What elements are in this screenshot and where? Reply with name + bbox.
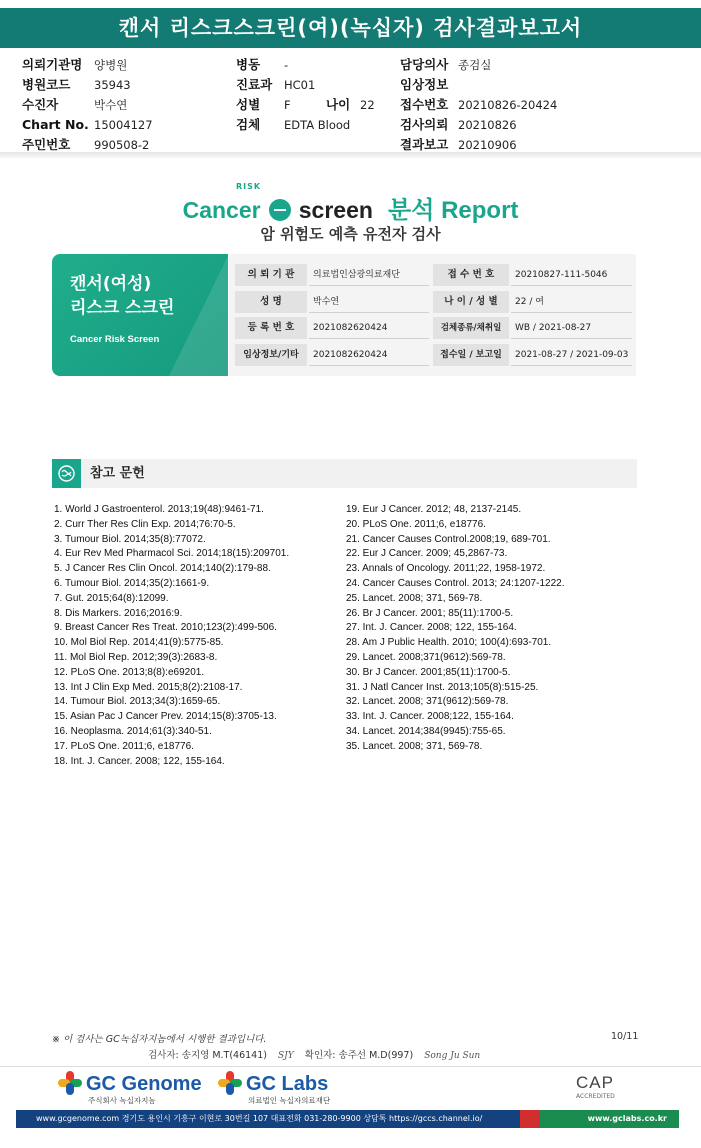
header-value: EDTA Blood <box>284 118 351 132</box>
info-row <box>235 291 632 313</box>
logo-cancer-text: Cancer <box>182 197 261 223</box>
header-key: 검사의뢰 <box>400 117 449 132</box>
reference-item: 23. Annals of Oncology. 2011;22, 1958-1972. <box>346 563 546 575</box>
header-key: 주민번호 <box>22 137 71 152</box>
header-field <box>22 75 153 95</box>
reference-item: 2. Curr Ther Res Clin Exp. 2014;76:70-5. <box>54 518 236 530</box>
header-key: Chart No. <box>22 117 89 132</box>
reference-item: 22. Eur J Cancer. 2009; 45,2867-73. <box>346 548 508 560</box>
reference-item: 6. Tumour Biol. 2014;35(2):1661-9. <box>54 577 210 589</box>
info-value: 2021082620424 <box>309 344 429 366</box>
cap-accredited-logo <box>576 1073 615 1100</box>
header-key: 병원코드 <box>22 77 71 92</box>
examiner-signature: SJY <box>278 1051 294 1061</box>
gc-genome-subtitle: 주식회사 녹십자지놈 <box>88 1096 156 1105</box>
references-header <box>52 459 637 488</box>
info-key: 접 수 번 호 <box>433 264 509 286</box>
age-value: 22 <box>360 98 375 112</box>
brand-logos <box>0 1066 701 1108</box>
footer-contact: www.gcgenome.com 경기도 용인시 기흥구 이현로 30번길 107 대표전화 031-280-9900 상담톡 https://gccs.channel.io/ <box>36 1114 483 1123</box>
gc-genome-logo <box>58 1071 202 1106</box>
reference-item: 26. Br J Cancer. 2001; 85(11):1700-5. <box>346 607 514 619</box>
header-col-2 <box>236 55 375 135</box>
reference-item: 30. Br J Cancer. 2001;85(11):1700-5. <box>346 666 511 678</box>
header-value: 990508-2 <box>94 138 150 152</box>
gc-labs-name: GC Labs <box>246 1073 329 1095</box>
logo-screen-text: screen <box>298 197 373 223</box>
page-number: 10/11 <box>611 1031 639 1042</box>
reference-item: 34. Lancet. 2014;384(9945):755-65. <box>346 725 506 737</box>
reference-item: 31. J Natl Cancer Inst. 2013;105(8):515-25. <box>346 681 539 693</box>
card-line-1: 캔서(여성) <box>70 274 152 294</box>
header-field <box>400 75 557 95</box>
confirmer-name: 송주선 M.D(997) <box>338 1050 414 1061</box>
header-value: 20210826 <box>458 118 517 132</box>
gc-genome-name: GC Genome <box>86 1073 202 1095</box>
references-title: 참고 문헌 <box>90 466 145 481</box>
reference-item: 29. Lancet. 2008;371(9612):569-78. <box>346 651 506 663</box>
info-key: 의 뢰 기 관 <box>235 264 307 286</box>
reference-item: 32. Lancet. 2008; 371(9612):569-78. <box>346 696 509 708</box>
header-value: 15004127 <box>94 118 153 132</box>
header-value: 35943 <box>94 78 131 92</box>
reference-item: 18. Int. J. Cancer. 2008; 122, 155-164. <box>54 755 225 767</box>
reference-item: 4. Eur Rev Med Pharmacol Sci. 2014;18(15):209701. <box>54 548 290 560</box>
reference-item: 15. Asian Pac J Cancer Prev. 2014;15(8):3705-13. <box>54 711 277 723</box>
reference-item: 5. J Cancer Res Clin Oncol. 2014;140(2):179-88. <box>54 563 271 575</box>
header-value: 종검실 <box>458 58 492 72</box>
header-col-1 <box>22 55 153 155</box>
header-key: 수진자 <box>22 97 59 112</box>
reference-item: 17. PLoS One. 2011;6, e18776. <box>54 740 194 752</box>
gc-labs-subtitle: 의료법인 녹십자의료재단 <box>248 1096 331 1105</box>
header-field <box>22 115 153 135</box>
footer-note: ※ 이 검사는 GC녹십자지놈에서 시행한 결과입니다. <box>52 1034 267 1045</box>
header-field <box>400 55 557 75</box>
header-value: - <box>284 58 289 72</box>
info-key: 임상정보/기타 <box>235 344 307 366</box>
reference-item: 21. Cancer Causes Control.2008;19, 689-701. <box>346 533 551 545</box>
brain-icon <box>52 459 81 488</box>
header-value: 양병원 <box>94 58 128 72</box>
reference-item: 13. Int J Clin Exp Med. 2015;8(2):2108-17. <box>54 681 243 693</box>
cap-text: CAP <box>576 1073 614 1092</box>
info-key: 나 이 / 성 별 <box>433 291 509 313</box>
header-value: 20210826-20424 <box>458 98 558 112</box>
info-value: 2021-08-27 / 2021-09-03 <box>511 344 632 366</box>
info-value: WB / 2021-08-27 <box>511 317 632 339</box>
examiner-label: 검사자: <box>148 1050 179 1061</box>
header-value: 20210906 <box>458 138 517 152</box>
info-row <box>235 317 632 339</box>
header-field <box>400 95 557 115</box>
signers-line <box>148 1047 488 1061</box>
reference-item: 10. Mol Biol Rep. 2014;41(9):5775-85. <box>54 637 224 649</box>
reference-item: 16. Neoplasma. 2014;61(3):340-51. <box>54 725 212 737</box>
header-col-3 <box>400 55 557 155</box>
reference-item: 28. Am J Public Health. 2010; 100(4):693-701. <box>346 637 552 649</box>
header-divider <box>0 152 701 158</box>
info-key: 등 록 번 호 <box>235 317 307 339</box>
gc-cross-icon <box>218 1071 242 1095</box>
info-row <box>235 344 632 366</box>
header-value: HC01 <box>284 78 316 92</box>
logo-mark-icon <box>269 199 291 221</box>
cap-subtext: ACCREDITED <box>576 1093 615 1100</box>
info-key: 성 명 <box>235 291 307 313</box>
header-field <box>22 95 153 115</box>
info-key: 접수일 / 보고일 <box>433 344 509 366</box>
reference-item: 33. Int. J. Cancer. 2008;122, 155-164. <box>346 711 514 723</box>
confirmer-signature: Song Ju Sun <box>424 1051 481 1061</box>
info-value: 박수연 <box>309 291 429 313</box>
info-row <box>235 264 632 286</box>
header-key: 결과보고 <box>400 137 449 152</box>
header-key: 검체 <box>236 117 261 132</box>
product-card <box>52 254 228 376</box>
reference-item: 8. Dis Markers. 2016;2016:9. <box>54 607 183 619</box>
header-key: 임상정보 <box>400 77 449 92</box>
reference-item: 7. Gut. 2015;64(8):12099. <box>54 592 169 604</box>
report-subtitle: 암 위험도 예측 유전자 검사 <box>260 225 441 243</box>
report-title: 캔서 리스크스크린(여)(녹십자) 검사결과보고서 <box>0 8 701 48</box>
references-left-column <box>54 503 289 769</box>
reference-item: 14. Tumour Biol. 2013;34(3):1659-65. <box>54 696 221 708</box>
header-field <box>22 55 153 75</box>
reference-item: 27. Int. J. Cancer. 2008; 122, 155-164. <box>346 622 517 634</box>
card-line-3: Cancer Risk Screen <box>70 334 160 345</box>
gc-cross-icon <box>58 1071 82 1095</box>
header-field <box>400 115 557 135</box>
header-key: 담당의사 <box>400 57 449 72</box>
reference-item: 12. PLoS One. 2013;8(8):e69201. <box>54 666 205 678</box>
header-value: 박수연 <box>94 98 128 112</box>
reference-item: 25. Lancet. 2008; 371, 569-78. <box>346 592 483 604</box>
reference-item: 11. Mol Biol Rep. 2012;39(3):2683-8. <box>54 651 218 663</box>
footer-website-link[interactable]: www.gclabs.co.kr <box>587 1114 667 1123</box>
header-field <box>236 115 375 135</box>
reference-item: 1. World J Gastroenterol. 2013;19(48):9461-71. <box>54 504 264 515</box>
header-key: 의뢰기관명 <box>22 57 83 72</box>
reference-item: 19. Eur J Cancer. 2012; 48, 2137-2145. <box>346 504 522 515</box>
footer-bar <box>16 1110 679 1128</box>
info-value: 의료법인삼광의료재단 <box>309 264 429 286</box>
references-right-column <box>346 503 564 755</box>
age-key: 나이 <box>326 97 351 112</box>
reference-item: 3. Tumour Biol. 2014;35(8):77072. <box>54 533 206 545</box>
logo-risk-text: RISK <box>236 182 262 191</box>
header-field <box>236 55 375 75</box>
header-key: 성별 <box>236 97 261 112</box>
gc-labs-logo <box>218 1071 330 1106</box>
header-key: 병동 <box>236 57 261 72</box>
patient-info-table <box>229 254 636 376</box>
reference-item: 35. Lancet. 2008; 371, 569-78. <box>346 740 483 752</box>
header-field <box>236 95 375 115</box>
info-value: 2021082620424 <box>309 317 429 339</box>
info-value: 22 / 여 <box>511 291 632 313</box>
info-key: 검체종류/채취일 <box>433 317 509 339</box>
reference-item: 9. Breast Cancer Res Treat. 2010;123(2):499-506. <box>54 622 277 634</box>
reference-item: 24. Cancer Causes Control. 2013; 24:1207-1222. <box>346 577 565 589</box>
reference-item: 20. PLoS One. 2011;6, e18776. <box>346 518 486 530</box>
examiner-name: 송지영 M.T(46141) <box>181 1050 267 1061</box>
header-key: 진료과 <box>236 77 273 92</box>
info-value: 20210827-111-5046 <box>511 264 632 286</box>
header-field <box>236 75 375 95</box>
confirmer-label: 확인자: <box>304 1050 336 1061</box>
card-line-2: 리스크 스크린 <box>70 298 175 318</box>
logo-report-text: 분석 Report <box>388 197 519 224</box>
header-value: F <box>284 98 291 112</box>
header-key: 접수번호 <box>400 97 449 112</box>
cancer-screen-logo <box>0 182 701 225</box>
